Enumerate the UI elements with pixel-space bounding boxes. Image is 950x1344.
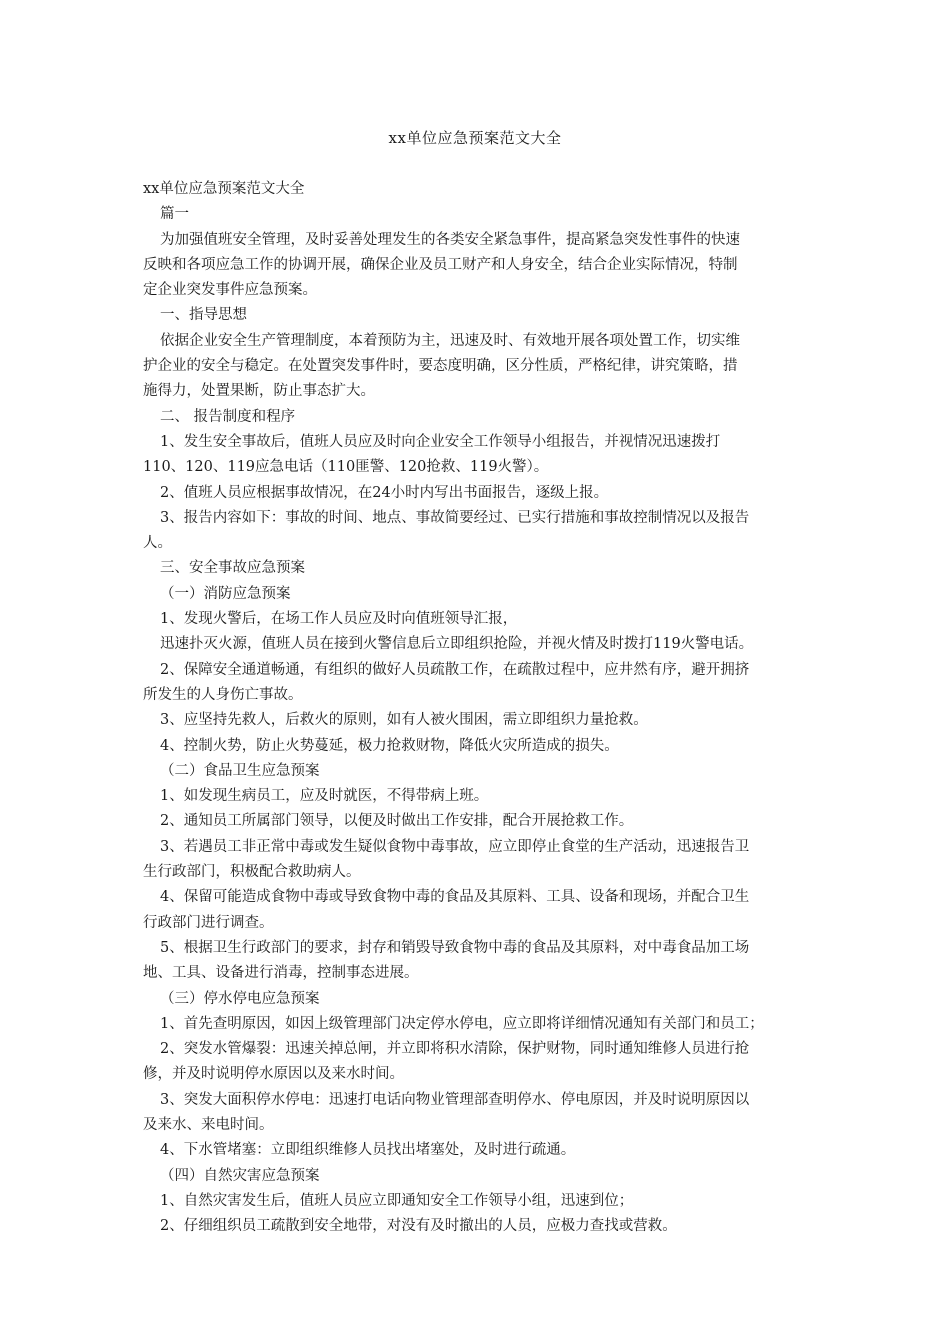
text-line: 三、安全事故应急预案 <box>160 560 305 577</box>
text-line: 修，并及时说明停水原因以及来水时间。 <box>143 1066 404 1083</box>
text-line: 2、值班人员应根据事故情况，在24小时内写出书面报告，逐级上报。 <box>160 484 609 501</box>
text-line: 3、若遇员工非正常中毒或发生疑似食物中毒事故，应立即停止食堂的生产活动，迅速报告卫 <box>160 838 750 855</box>
text-line: 2、突发水管爆裂：迅速关掉总闸，并立即将积水清除，保护财物，同时通知维修人员进行抢 <box>160 1041 750 1058</box>
text-line: 1、首先查明原因，如因上级管理部门决定停水停电，应立即将详细情况通知有关部门和员工； <box>160 1015 764 1032</box>
text-line: 所发生的人身伤亡事故。 <box>143 686 303 703</box>
text-line: （二）食品卫生应急预案 <box>160 762 320 779</box>
text-line: 为加强值班安全管理，及时妥善处理发生的各类安全紧急事件，提高紧急突发性事件的快速 <box>160 231 740 248</box>
text-line: 2、通知员工所属部门领导，以便及时做出工作安排，配合开展抢救工作。 <box>160 813 634 830</box>
text-line: xx单位应急预案范文大全 <box>143 181 305 197</box>
text-line: 行政部门进行调查。 <box>143 914 274 931</box>
text-line: 地、工具、设备进行消毒，控制事态进展。 <box>143 965 419 982</box>
text-line: 3、突发大面积停水停电：迅速打电话向物业管理部查明停水、停电原因，并及时说明原因以 <box>160 1091 750 1108</box>
text-line: 及来水、来电时间。 <box>143 1116 274 1133</box>
text-line: 篇一 <box>160 206 189 223</box>
text-line: 一、指导思想 <box>160 307 247 324</box>
text-line: 5、根据卫生行政部门的要求，封存和销毁导致食物中毒的食品及其原料，对中毒食品加工场 <box>160 939 750 956</box>
text-line: 4、保留可能造成食物中毒或导致食物中毒的食品及其原料、工具、设备和现场，并配合卫生 <box>160 889 750 906</box>
text-line: 3、应坚持先救人，后救火的原则，如有人被火围困，需立即组织力量抢救。 <box>160 712 648 729</box>
text-line: 4、控制火势，防止火势蔓延，极力抢救财物，降低火灾所造成的损失。 <box>160 737 619 754</box>
text-line: 1、发生安全事故后，值班人员应及时向企业安全工作领导小组报告，并视情况迅速拨打 <box>160 433 721 450</box>
text-line: （一）消防应急预案 <box>160 585 291 602</box>
text-line: 定企业突发事件应急预案。 <box>143 282 317 299</box>
text-line: 1、发现火警后，在场工作人员应及时向值班领导汇报， <box>160 611 518 628</box>
text-line: 人。 <box>143 535 172 552</box>
text-line: （四）自然灾害应急预案 <box>160 1167 320 1184</box>
text-line: 3、报告内容如下：事故的时间、地点、事故简要经过、已实行措施和事故控制情况以及报告 <box>160 509 750 526</box>
text-line: 二、 报告制度和程序 <box>160 408 296 425</box>
document-body <box>143 177 811 1239</box>
text-line: 反映和各项应急工作的协调开展，确保企业及员工财产和人身安全，结合企业实际情况，特制 <box>143 256 738 273</box>
text-line: （三）停水停电应急预案 <box>160 990 320 1007</box>
text-line: 施得力，处置果断，防止事态扩大。 <box>143 383 375 400</box>
text-line: 生行政部门，积极配合救助病人。 <box>143 864 361 881</box>
text-line: 依据企业安全生产管理制度，本着预防为主，迅速及时、有效地开展各项处置工作，切实维 <box>160 332 740 349</box>
text-line: 1、自然灾害发生后，值班人员应立即通知安全工作领导小组，迅速到位； <box>160 1192 634 1209</box>
text-line: 1、如发现生病员工，应及时就医，不得带病上班。 <box>160 788 489 805</box>
text-line: 2、仔细组织员工疏散到安全地带，对没有及时撤出的人员，应极力查找或营救。 <box>160 1218 677 1235</box>
text-line: 护企业的安全与稳定。在处置突发事件时，要态度明确，区分性质，严格纪律，讲究策略，措 <box>143 358 738 375</box>
text-line: 110、120、119应急电话（110匪警、120抢救、119火警）。 <box>143 459 549 476</box>
text-line: 2、保障安全通道畅通，有组织的做好人员疏散工作，在疏散过程中，应井然有序，避开拥挤 <box>160 661 750 678</box>
text-line: 迅速扑灭火源，值班人员在接到火警信息后立即组织抢险，并视火情及时拨打119火警电话。 <box>160 636 754 653</box>
document-title: xx单位应急预案范文大全 <box>388 129 562 147</box>
text-line: 4、下水管堵塞：立即组织维修人员找出堵塞处，及时进行疏通。 <box>160 1142 576 1159</box>
